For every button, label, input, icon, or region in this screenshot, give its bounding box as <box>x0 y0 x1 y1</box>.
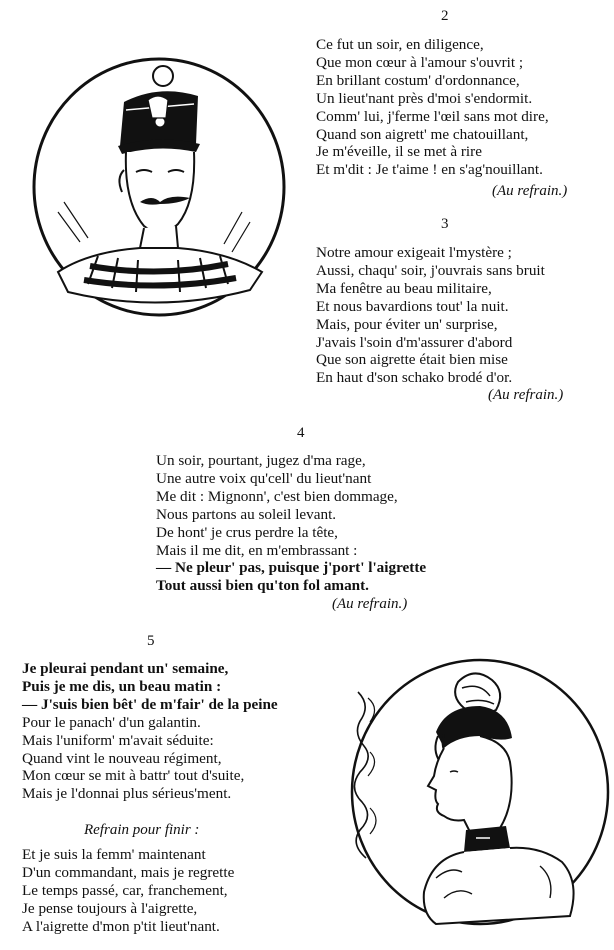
soldier-portrait-illustration <box>28 52 290 322</box>
verse-line: Me dit : Mignonn', c'est bien dommage, <box>156 487 398 505</box>
stanza-number: 3 <box>441 216 449 232</box>
verse-line: Et m'dit : Je t'aime ! en s'ag'nouillant. <box>316 161 543 179</box>
verse-line: Tout aussi bien qu'ton fol amant. <box>156 577 369 595</box>
stanza-4 <box>156 452 426 595</box>
verse-line: Aussi, chaqu' soir, j'ouvrais sans bruit <box>316 261 545 279</box>
verse-line: Pour le panach' d'un galantin. <box>22 713 201 731</box>
ribbon-decoration <box>354 692 368 858</box>
verse-line: Que mon cœur à l'amour s'ouvrit ; <box>316 53 524 71</box>
verse-line: Et nous bavardions tout' la nuit. <box>316 297 509 315</box>
verse-line: Quand son aigrett' me chatouillant, <box>316 125 529 143</box>
verse-line: Une autre voix qu'cell' du lieut'nant <box>156 469 372 487</box>
verse-line: Mon cœur se mit à battr' tout d'suite, <box>22 767 245 785</box>
verse-line: D'un commandant, mais je regrette <box>22 863 235 881</box>
verse-line: Ma fenêtre au beau militaire, <box>316 279 492 297</box>
stanza-5 <box>22 660 278 803</box>
verse-line: A l'aigrette d'mon p'tit lieut'nant. <box>22 917 220 935</box>
refrain-cue: (Au refrain.) <box>488 387 564 403</box>
verse-line: En brillant costum' d'ordonnance, <box>316 71 520 89</box>
stanza-number: 2 <box>441 8 449 24</box>
final-refrain <box>22 846 234 936</box>
uniform <box>140 226 178 248</box>
verse-line: Comm' lui, j'ferme l'œil sans mot dire, <box>316 107 549 125</box>
refrain-cue: (Au refrain.) <box>332 596 408 612</box>
woman-portrait-illustration <box>340 652 612 928</box>
stanza-number: 5 <box>147 633 155 649</box>
verse-line: Mais l'uniform' m'avait séduite: <box>22 731 214 749</box>
verse-line: J'avais l'soin d'm'assurer d'abord <box>316 333 513 351</box>
verse-line: Puis je me dis, un beau matin : <box>22 677 222 695</box>
verse-line: Ce fut un soir, en diligence, <box>316 36 484 53</box>
verse-line: — J'suis bien bêt' de m'fair' de la peine <box>22 695 278 713</box>
verse-line: — Ne pleur' pas, puisque j'port' l'aigrette <box>156 559 427 577</box>
verse-line: Et je suis la femm' maintenant <box>22 846 206 863</box>
face-profile <box>428 736 512 833</box>
verse-line: En haut d'son schako brodé d'or. <box>316 369 513 387</box>
verse-line: Un soir, pourtant, jugez d'ma rage, <box>156 452 366 469</box>
verse-line: De hont' je crus perdre la tête, <box>156 523 338 541</box>
verse-line: Le temps passé, car, franchement, <box>22 881 228 899</box>
collar <box>464 826 510 852</box>
stanza-3 <box>316 244 545 387</box>
verse-line: Mais, pour éviter un' surprise, <box>316 315 498 333</box>
verse-line: Je pense toujours à l'aigrette, <box>22 899 198 917</box>
face <box>126 152 194 233</box>
stanza-2 <box>316 36 549 179</box>
verse-line: Quand vint le nouveau régiment, <box>22 749 222 767</box>
pompom <box>153 66 173 86</box>
verse-line: Je pleurai pendant un' semaine, <box>22 660 229 677</box>
refrain-cue: (Au refrain.) <box>492 183 568 199</box>
verse-line: Mais il me dit, en m'embrassant : <box>156 541 358 559</box>
final-refrain-title: Refrain pour finir : <box>84 822 200 838</box>
verse-line: Notre amour exigeait l'mystère ; <box>316 244 512 261</box>
stanza-number: 4 <box>297 425 305 441</box>
verse-line: Un lieut'nant près d'moi s'endormit. <box>316 89 533 107</box>
verse-line: Que son aigrette était bien mise <box>316 351 508 369</box>
verse-line: Nous partons au soleil levant. <box>156 505 337 523</box>
verse-line: Je m'éveille, il se met à rire <box>316 143 482 161</box>
verse-line: Mais je l'donnai plus sérieus'ment. <box>22 785 232 803</box>
